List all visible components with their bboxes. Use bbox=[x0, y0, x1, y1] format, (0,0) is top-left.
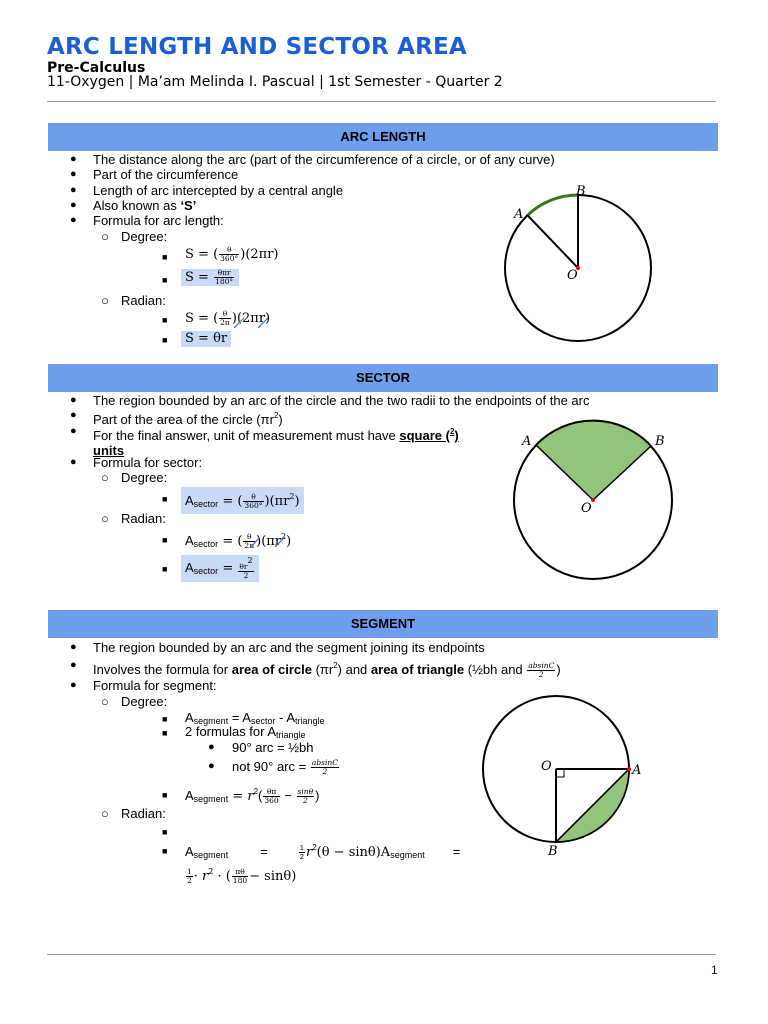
segment-degree-formula: Asegment = $r^2$( $\frac{\theta\pi}{360}$ − $\frac{\sin\theta}{2}$ ) bbox=[185, 787, 320, 806]
arc-degree-formula-2: S = $\frac{\text{θπr}}{180^\circ}$ bbox=[181, 269, 239, 286]
segment-bullet: ● Formula for segment: bbox=[70, 678, 217, 693]
sector-bullet: ● The region bounded by an arc of the circle and the two radii to the endpoints of the arc bbox=[70, 393, 590, 408]
label-a: A bbox=[522, 434, 532, 449]
arc-radian-formula-2: S = θr bbox=[181, 331, 231, 347]
arc-bullet: ● Length of arc intercepted by a central angle bbox=[70, 183, 344, 198]
degree-label: ○ Degree: bbox=[101, 694, 168, 709]
degree-label: ○ Degree: bbox=[101, 229, 168, 244]
label-b: B bbox=[548, 844, 558, 859]
sector-degree-formula: Asector = ( $\frac{\theta}{360^\circ}$ )$(\pi r^2)$ bbox=[181, 487, 304, 514]
label-o: O bbox=[567, 268, 578, 283]
class-info: 11-Oxygen | Ma’am Melinda I. Pascual | 1st Semester - Quarter 2 bbox=[47, 74, 503, 90]
label-o: O bbox=[581, 501, 592, 516]
label-o: O bbox=[541, 759, 552, 774]
arc-bullet: ● Also known as ‘S’ bbox=[70, 198, 197, 213]
sector-bullet: ● Formula for sector: bbox=[70, 455, 203, 470]
radian-label: ○ Radian: bbox=[101, 806, 166, 821]
radian-label: ○ Radian: bbox=[101, 511, 166, 526]
case-90: ● 90° arc = ½bh bbox=[208, 740, 314, 755]
sector-radian-formula-1: Asector = ( $\frac{\theta}{2\pi}$ )$(\pi r^2)$ bbox=[185, 532, 292, 550]
triangle-formulas-label: 2 formulas for Atriangle bbox=[185, 724, 306, 740]
label-a: A bbox=[632, 763, 642, 778]
sector-bullet: ● For the final answer, unit of measurement must have square ($^2$) units bbox=[70, 425, 459, 458]
page-number: 1 bbox=[711, 963, 718, 977]
sector-figure bbox=[508, 418, 683, 583]
arc-length-heading: ARC LENGTH bbox=[48, 123, 718, 151]
label-b: B bbox=[655, 434, 665, 449]
segment-def-formula: Asegment = Asector - Atriangle bbox=[185, 710, 325, 726]
page-title: ARC LENGTH AND SECTOR AREA bbox=[47, 34, 467, 60]
radian-label: ○ Radian: bbox=[101, 293, 166, 308]
footer-divider bbox=[47, 954, 716, 955]
segment-radian-formula: Asegment = $\frac{1}{2}$ $r^2(\theta$ − sinθ)Asegment = bbox=[185, 843, 461, 862]
arc-radian-formula-1: S = ( $\frac{\theta}{2\pi}$ )(2πr) bbox=[185, 309, 271, 327]
arc-bullet: ● Part of the circumference bbox=[70, 167, 239, 182]
arc-length-figure bbox=[498, 178, 663, 343]
cancel-marks bbox=[245, 529, 305, 551]
cancel-marks bbox=[228, 310, 288, 332]
segment-radian-formula-cont: $\frac{1}{2}$ · $r^2$ · ( $\frac{\pi\theta}{180}$ − sinθ) bbox=[187, 867, 297, 885]
label-a: A bbox=[514, 207, 524, 222]
label-b: B bbox=[576, 184, 586, 199]
segment-heading: SEGMENT bbox=[48, 610, 718, 638]
sector-heading: SECTOR bbox=[48, 364, 718, 392]
sector-bullet: ● Part of the area of the circle $(\pi r^2)$ bbox=[70, 409, 283, 427]
arc-bullet: ● The distance along the arc (part of the circumference of a circle, or of any curve) bbox=[70, 152, 555, 167]
subject-label: Pre-Calculus bbox=[47, 60, 146, 76]
segment-bullet: ● The region bounded by an arc and the segment joining its endpoints bbox=[70, 640, 485, 655]
sector-radian-formula-2: Asector = $\frac{\theta r2}{2}$ bbox=[181, 555, 259, 582]
arc-bullet: ● Formula for arc length: bbox=[70, 213, 224, 228]
degree-label: ○ Degree: bbox=[101, 470, 168, 485]
header-divider bbox=[47, 101, 716, 102]
case-not-90: ● not 90° arc = $\frac{absinC}{2}$ bbox=[208, 758, 338, 777]
segment-figure bbox=[470, 693, 660, 863]
segment-bullet: ● Involves the formula for area of circle $(\pi r^2)$ and area of triangle (½bh and $\frac{absinC}{2}$ ) bbox=[70, 659, 561, 680]
arc-degree-formula-1: S = ( $\frac{\theta}{360^\circ}$ )(2πr) bbox=[185, 245, 279, 263]
